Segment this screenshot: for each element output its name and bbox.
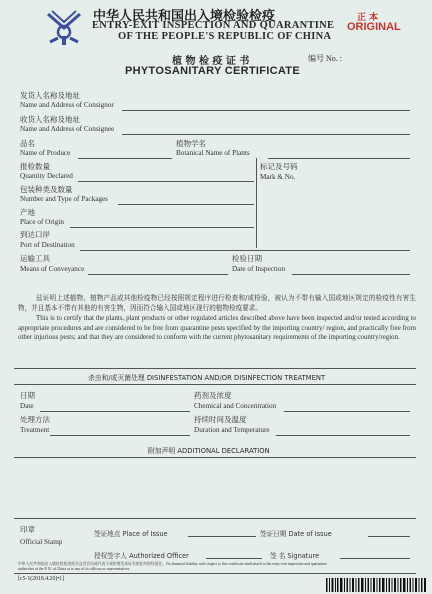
consignee-label-en: Name and Address of Consignee [20, 125, 115, 133]
header-cn-title: 中华人民共和国出入境检验检疫 [93, 9, 276, 24]
stamp-label-en: Official Stamp [20, 538, 63, 546]
origin-label-en: Place of Origin [20, 218, 64, 226]
duration-line [276, 435, 410, 436]
treatment-rule-top [14, 368, 416, 369]
consignor-label-en: Name and Address of Consignor [20, 101, 114, 109]
quantity-label-cn: 报检数量 [20, 162, 50, 171]
additional-heading: 附加声明 ADDITIONAL DECLARATION [148, 447, 270, 455]
cert-title-en: PHYTOSANITARY CERTIFICATE [125, 65, 300, 77]
conveyance-line [88, 274, 228, 275]
inspection-date-label-en: Date of Inspection [232, 265, 286, 273]
stamp-label-cn: 印章 [20, 525, 35, 534]
form-code: [c5-1(2018.4.20)•1] [18, 576, 65, 582]
cert-title-cn: 植 物 检 疫 证 书 [172, 56, 250, 67]
conveyance-label-cn: 运输工具 [20, 254, 50, 263]
disclaimer-line-2: authorities of the P. R. of China or to any of its officers or representatives. [18, 567, 131, 571]
method-line [50, 435, 190, 436]
footer-rule-bottom [14, 573, 416, 574]
consignee-line [122, 134, 410, 135]
treat-date-label-cn: 日期 [20, 391, 35, 400]
authorized-officer-line [206, 558, 262, 559]
statement-en: This is to certify that the plants, plant products or other regulated articles described above have been inspected and/or tested according to appropriate procedures and are considered to be free from quarantine pests specified by the importing country/ region, and practically free from other injurious pests; and that they are considered to conform with the current phytosanitary requirements of the importing country/region. [18, 315, 416, 342]
packages-label-cn: 包装种类及数量 [20, 185, 73, 194]
authorized-officer-label: 授权签字人 Authorized Officer [94, 552, 189, 560]
consignor-label-cn: 发货人名称及地址 [20, 91, 80, 100]
disclaimer-line-1: 中华人民共和国出入境检验检疫机关及其官员或代表不承担签发本证书的任何财经责任。No financial liability with respect to this certificate shall attach to the entry-exit inspection and quarantine [18, 562, 327, 566]
date-of-issue-line [368, 536, 410, 537]
footer-rule-top [14, 518, 416, 519]
consignee-label-cn: 收货人名称及地址 [20, 115, 80, 124]
place-of-issue-label: 签证地点 Place of Issue [94, 530, 168, 538]
packages-label-en: Number and Type of Packages [20, 195, 108, 203]
destination-label-cn: 到达口岸 [20, 230, 50, 239]
marks-divider [256, 158, 257, 248]
conveyance-label-en: Means of Conveyance [20, 265, 85, 273]
original-en: ORIGINAL [347, 21, 401, 33]
barcode-icon [326, 578, 426, 592]
statement-cn: 兹证明上述植物、植物产品或其他检疫物已经按照规定程序进行检查和/或检验，被认为不带有输入国或地区规定的检疫性有害生物，并且基本不带有其他的有害生物，因而符合输入国或地区现行的植物检疫要求。 [18, 294, 416, 312]
signature-line [340, 558, 410, 559]
duration-label-en: Duration and Temperature [194, 426, 270, 434]
marks-label-en: Mark & No. [260, 173, 296, 181]
cert-no-label: 编号 No. : [308, 54, 342, 63]
method-label-cn: 处理方法 [20, 415, 50, 424]
chemical-line [284, 411, 410, 412]
ciq-emblem-icon [44, 8, 84, 46]
packages-line [118, 204, 254, 205]
destination-line [80, 250, 410, 251]
produce-line [78, 158, 172, 159]
botanical-label-cn: 植物学名 [176, 139, 206, 148]
botanical-label-en: Botanical Name of Plants [176, 149, 250, 157]
duration-label-cn: 持续时间及温度 [194, 415, 247, 424]
header-en-title-2: OF THE PEOPLE'S REPUBLIC OF CHINA [118, 31, 332, 42]
header-en-title-1: ENTRY-EXIT INSPECTION AND QUARANTINE [92, 20, 335, 31]
treatment-heading: 杀虫和/或灭菌处理 DISINFESTATION AND/OR DISINFECTION TREATMENT [88, 374, 326, 382]
origin-line [70, 227, 254, 228]
produce-label-cn: 品名 [20, 139, 35, 148]
quantity-label-en: Quantity Declared [20, 172, 73, 180]
destination-label-en: Port of Destination [20, 241, 75, 249]
botanical-line [268, 158, 410, 159]
date-of-issue-label: 签证日期 Date of Issue [260, 530, 332, 538]
chemical-label-cn: 药剂及浓度 [194, 391, 232, 400]
treat-date-label-en: Date [20, 402, 34, 410]
origin-label-cn: 产地 [20, 208, 35, 217]
original-cn: 正 本 [357, 13, 379, 23]
inspection-date-line [292, 274, 410, 275]
treatment-rule-bottom [14, 384, 416, 385]
signature-label: 签 名 Signature [270, 552, 320, 560]
additional-rule [14, 457, 416, 458]
marks-label-cn: 标记及号码 [260, 162, 298, 171]
produce-label-en: Name of Produce [20, 149, 71, 157]
method-label-en: Treatment [20, 426, 50, 434]
place-of-issue-line [188, 536, 256, 537]
inspection-date-label-cn: 检验日期 [232, 254, 262, 263]
chemical-label-en: Chemical and Concentration [194, 402, 277, 410]
treat-date-line [40, 411, 190, 412]
consignor-line [122, 110, 410, 111]
quantity-line [78, 181, 254, 182]
